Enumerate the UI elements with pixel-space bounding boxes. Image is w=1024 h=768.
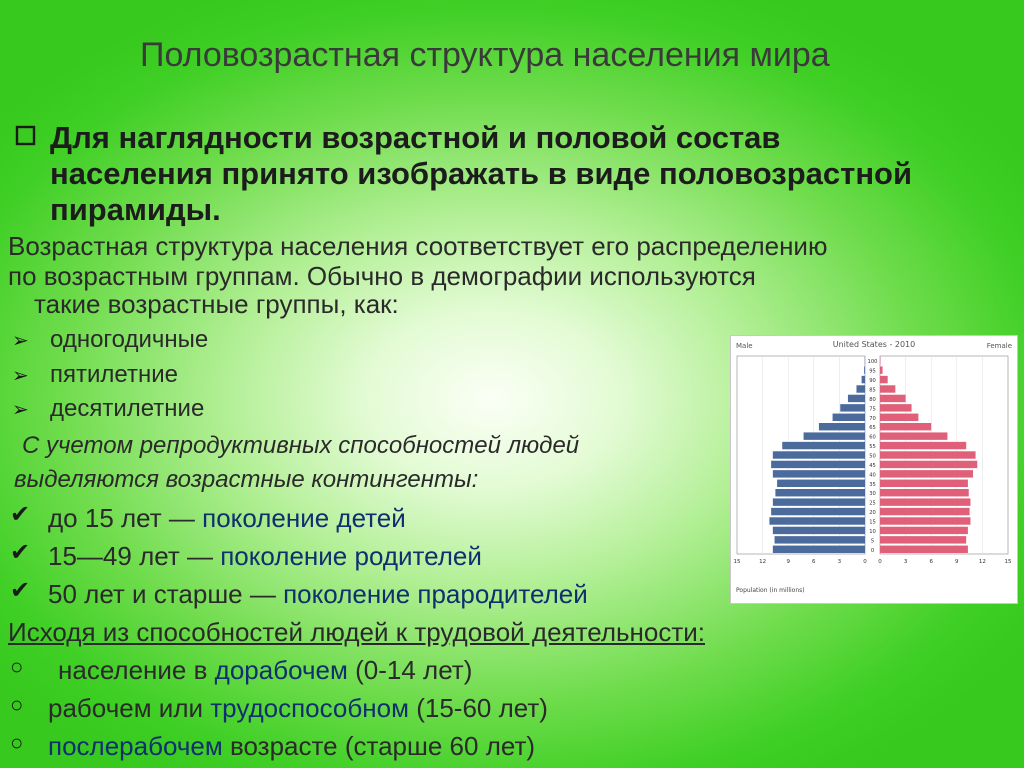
work-group-term: дорабочем	[214, 655, 348, 685]
contingent-item	[48, 542, 482, 570]
work-group-item	[48, 732, 535, 760]
male-bar	[840, 404, 865, 411]
age-tick-label: 25	[869, 500, 876, 507]
circle-bullet-icon: ○	[10, 692, 24, 717]
arrow-bullet-icon: ➢	[12, 399, 29, 421]
male-bar	[862, 376, 865, 383]
male-bar	[771, 461, 865, 468]
female-bar	[880, 470, 973, 477]
x-tick-label-male: 6	[812, 559, 816, 565]
male-bar	[773, 527, 865, 534]
age-tick-label: 35	[869, 481, 876, 488]
chart-left-label: Male	[736, 342, 753, 350]
female-bar	[880, 508, 970, 515]
x-tick-label-male: 15	[733, 559, 741, 565]
pyramid-svg	[731, 336, 1017, 603]
age-group-item: десятилетние	[50, 395, 205, 422]
age-tick-label: 80	[869, 396, 876, 403]
contingent-name: поколение родителей	[220, 541, 482, 571]
contingent-name: поколение детей	[202, 503, 406, 533]
contingents-intro-line-1: С учетом репродуктивных способностей людей	[22, 432, 580, 459]
male-bar	[771, 508, 865, 515]
x-tick-label-male: 0	[863, 559, 867, 565]
female-bar	[880, 376, 888, 383]
male-bar	[848, 395, 865, 402]
age-tick-label: 65	[869, 425, 876, 432]
checkmark-bullet-icon: ✔	[10, 539, 31, 566]
age-tick-label: 45	[869, 462, 876, 469]
x-tick-label-male: 12	[759, 559, 767, 565]
female-bar	[880, 451, 976, 458]
work-group-item	[48, 694, 548, 722]
male-bar	[833, 414, 865, 421]
arrow-bullet-icon: ➢	[12, 330, 29, 352]
intro-line-3: такие возрастные группы, как:	[34, 289, 399, 319]
age-tick-label: 15	[869, 519, 876, 526]
intro-line-1: Возрастная структура населения соответствует его распределению	[8, 231, 828, 261]
age-tick-label: 70	[869, 415, 876, 422]
female-bar	[880, 489, 969, 496]
age-tick-label: 85	[869, 387, 876, 394]
contingent-range: до 15 лет —	[48, 503, 203, 533]
contingent-item	[48, 504, 406, 532]
male-bar	[769, 517, 865, 524]
male-bar	[773, 470, 865, 477]
female-bar	[880, 498, 970, 505]
female-bar	[880, 432, 947, 439]
work-group-item	[58, 656, 472, 684]
male-bar	[773, 546, 865, 553]
age-tick-label: 100	[867, 359, 878, 366]
x-tick-label-female: 15	[1004, 559, 1012, 565]
age-tick-label: 5	[870, 538, 875, 545]
intro-line-2: по возрастным группам. Обычно в демографии используются	[8, 261, 756, 291]
female-bar	[880, 517, 970, 524]
male-bar	[777, 480, 865, 487]
age-tick-label: 55	[869, 444, 876, 451]
male-bar	[773, 498, 865, 505]
work-group-after: (15-60 лет)	[408, 693, 548, 723]
work-group-before: население в	[58, 655, 215, 685]
chart-title: United States - 2010	[832, 340, 916, 349]
checkmark-bullet-icon: ✔	[10, 577, 31, 604]
heading-line-2: населения принято изображать в виде половозрастной	[50, 156, 913, 191]
female-bar	[880, 414, 918, 421]
female-bar	[880, 527, 968, 534]
population-pyramid-chart	[730, 335, 1018, 604]
work-group-term: трудоспособном	[210, 693, 409, 723]
female-bar	[880, 395, 906, 402]
x-tick-label-female: 6	[929, 559, 933, 565]
x-tick-label-female: 3	[903, 559, 908, 565]
male-bar	[804, 432, 865, 439]
contingent-name: поколение прародителей	[283, 579, 588, 609]
x-tick-label-female: 9	[955, 559, 959, 565]
circle-bullet-icon: ○	[10, 730, 24, 755]
male-bar	[775, 489, 865, 496]
heading-line-1: Для наглядности возрастной и половой состав	[50, 120, 781, 155]
contingent-range: 15—49 лет —	[48, 541, 221, 571]
circle-bullet-icon: ○	[10, 654, 24, 679]
female-bar	[880, 461, 977, 468]
chart-xlabel: Population (in millions)	[736, 587, 805, 594]
age-tick-label: 95	[869, 368, 876, 375]
work-group-before: рабочем или	[48, 693, 211, 723]
age-tick-label: 0	[870, 547, 875, 554]
age-tick-label: 60	[869, 434, 876, 441]
work-heading: Исходя из способностей людей к трудовой деятельности:	[8, 617, 706, 647]
female-bar	[880, 366, 883, 373]
slide-title: Половозрастная структура населения мира	[140, 36, 830, 74]
age-tick-label: 10	[869, 528, 876, 535]
female-bar	[880, 536, 966, 543]
x-tick-label-male: 9	[786, 559, 790, 565]
x-tick-label-female: 12	[978, 559, 986, 565]
male-bar	[819, 423, 865, 430]
age-tick-label: 75	[869, 406, 876, 413]
work-group-term: послерабочем	[48, 731, 223, 761]
contingents-intro-line-2: выделяются возрастные контингенты:	[14, 466, 479, 493]
checkmark-bullet-icon: ✔	[10, 501, 31, 528]
age-tick-label: 40	[869, 472, 876, 479]
male-bar	[773, 451, 865, 458]
arrow-bullet-icon: ➢	[12, 365, 29, 387]
female-bar	[880, 423, 931, 430]
age-group-item: одногодичные	[50, 326, 209, 353]
heading-line-3: пирамиды.	[50, 192, 221, 227]
female-bar	[880, 546, 968, 553]
male-bar	[782, 442, 865, 449]
female-bar	[880, 385, 895, 392]
x-tick-label-female: 0	[878, 559, 882, 565]
female-bar	[880, 404, 912, 411]
age-tick-label: 50	[869, 453, 876, 460]
male-bar	[856, 385, 865, 392]
x-tick-label-male: 3	[837, 559, 842, 565]
female-bar	[880, 480, 968, 487]
contingent-item	[48, 580, 588, 608]
checkbox-bullet-icon	[15, 124, 39, 153]
female-bar	[880, 442, 966, 449]
male-bar	[775, 536, 865, 543]
chart-right-label: Female	[986, 342, 1012, 350]
male-bar	[864, 366, 865, 373]
age-tick-label: 30	[869, 491, 876, 498]
work-group-after: (0-14 лет)	[347, 655, 473, 685]
age-tick-label: 20	[869, 510, 876, 517]
work-group-after: возрасте (старше 60 лет)	[222, 731, 536, 761]
age-group-item: пятилетние	[50, 361, 178, 388]
contingent-range: 50 лет и старше —	[48, 579, 284, 609]
age-tick-label: 90	[869, 378, 876, 385]
